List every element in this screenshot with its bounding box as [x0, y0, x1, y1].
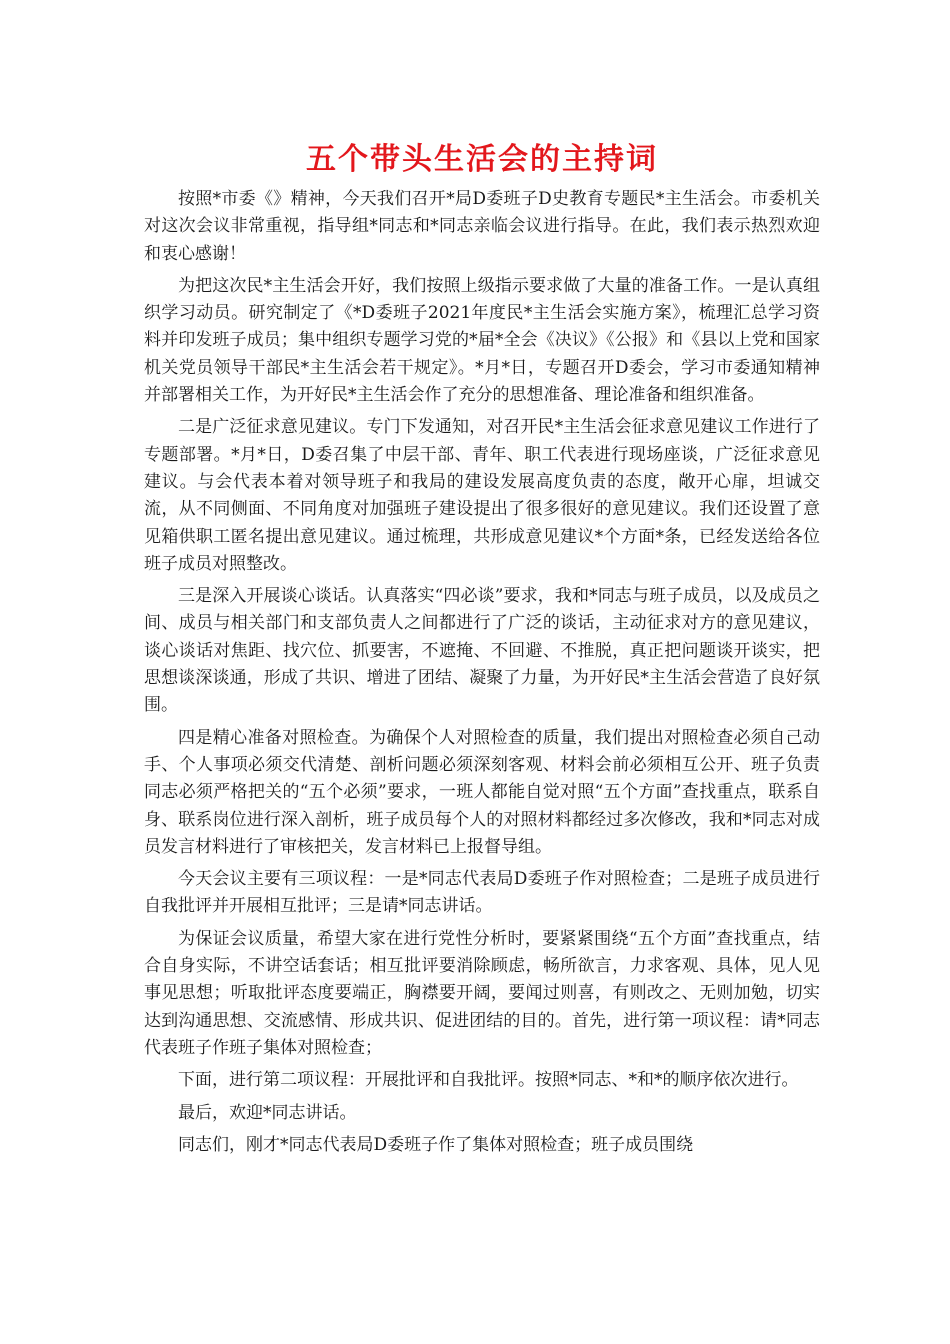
document-page [144, 138, 820, 1164]
paragraph-self-check: 四是精心准备对照检查。为确保个人对照检查的质量，我们提出对照检查必须自己动手、个人事项必须交代清楚、剖析问题必须深刻客观、材料会前必须相互公开、班子负责同志必须严格把关的“五个必须”要求，一班人都能自觉对照“五个方面”查找重点，联系自身、联系岗位进行深入剖析，班子成员每个人的对照材料都经过多次修改，我和*同志对成员发言材料进行了审核把关，发言材料已上报督导组。 [144, 727, 820, 857]
paragraph-solicit-opinions: 二是广泛征求意见建议。专门下发通知，对召开民*主生活会征求意见建议工作进行了专题部署。*月*日，D委召集了中层干部、青年、职工代表进行现场座谈，广泛征求意见建议。与会代表本着对领导班子和我局的建设发展高度负责的态度，敞开心扉，坦诚交流，从不同侧面、不同角度对加强班子建设提出了很多很好的意见建议。我们还设置了意见箱供职工匿名提出意见建议。通过梳理，共形成意见建议*个方面*条，已经发送给各位班子成员对照整改。 [144, 417, 820, 574]
paragraph-closing: 同志们，刚才*同志代表局D委班子作了集体对照检查；班子成员围绕 [178, 1134, 694, 1155]
paragraph-final-speech: 最后，欢迎*同志讲话。 [178, 1102, 357, 1123]
paragraph-second-item: 下面，进行第二项议程：开展批评和自我批评。按照*同志、*和*的顺序依次进行。 [178, 1070, 799, 1091]
paragraph-preparation-study: 为把这次民*主生活会开好，我们按照上级指示要求做了大量的准备工作。一是认真组织学习动员。研究制定了《*D委班子2021年度民*主生活会实施方案》，梳理汇总学习资料并印发班子成员；集中组织专题学习党的*届*全会《决议》《公报》和《县以上党和国家机关党员领导干部民*主生活会若干规定》。*月*日，专题召开D委会，学习市委通知精神并部署相关工作，为开好民*主生活会作了充分的思想准备、理论准备和组织准备。 [144, 275, 820, 406]
paragraph-agenda: 今天会议主要有三项议程：一是*同志代表局D委班子作对照检查；二是班子成员进行自我批评并开展相互批评；三是请*同志讲话。 [144, 869, 820, 917]
document-title: 五个带头生活会的主持词 [306, 142, 658, 177]
paragraph-heart-talks: 三是深入开展谈心谈话。认真落实“四必谈”要求，我和*同志与班子成员，以及成员之间、成员与相关部门和支部负责人之间都进行了广泛的谈话，主动征求对方的意见建议，谈心谈话对焦距、找穴位、抓要害，不遮掩、不回避、不推脱，真正把问题谈开谈实，把思想谈深谈通，形成了共识、增进了团结、凝聚了力量，为开好民*主生活会营造了良好氛围。 [144, 586, 820, 716]
paragraph-meeting-quality: 为保证会议质量，希望大家在进行党性分析时，要紧紧围绕“五个方面”查找重点，结合自身实际，不讲空话套话；相互批评要消除顾虑，畅所欲言，力求客观、具体，见人见事见思想；听取批评态度要端正，胸襟要开阔，要闻过则喜，有则改之、无则加勉，切实达到沟通思想、交流感情、形成共识、促进团结的目的。首先，进行第一项议程：请*同志代表班子作班子集体对照检查； [144, 928, 820, 1058]
paragraph-opening: 按照*市委《》精神，今天我们召开*局D委班子D史教育专题民*主生活会。市委机关对这次会议非常重视，指导组*同志和*同志亲临会议进行指导。在此，我们表示热烈欢迎和衷心感谢！ [144, 189, 820, 264]
